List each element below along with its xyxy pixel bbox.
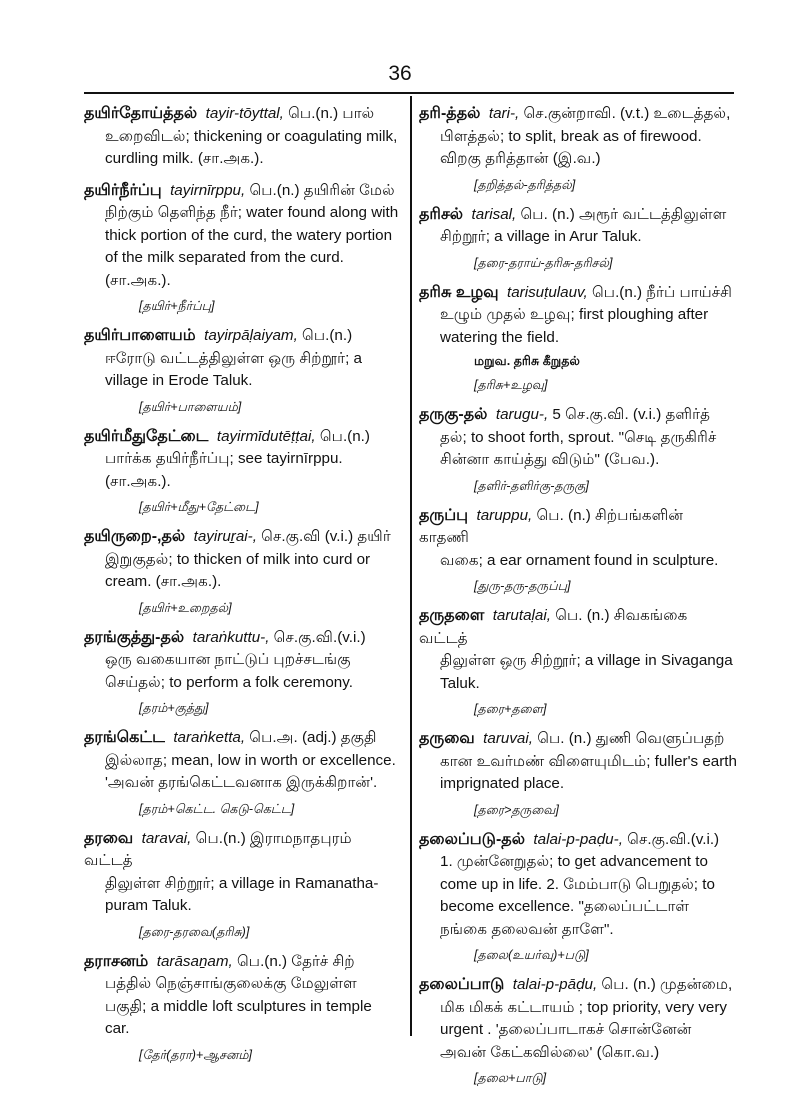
transliteration: taravai, bbox=[141, 829, 192, 847]
grammar-gloss: பெ. (n.) அரூர் வட்டத்திலுள்ள bbox=[516, 205, 727, 223]
headword: தலைப்பாடு bbox=[419, 976, 505, 993]
definition: உழும் முதல் உழவு; first ploughing after watering the field. bbox=[440, 306, 709, 346]
dictionary-entry bbox=[84, 828, 400, 942]
headword: தயிர்பாளையம் bbox=[84, 327, 196, 344]
etymology: [தரிசு+உழவு] bbox=[474, 378, 548, 392]
transliteration: tayiruṟai-, bbox=[193, 528, 257, 545]
dictionary-entry bbox=[419, 204, 737, 273]
transliteration: tari-, bbox=[488, 105, 520, 122]
dictionary-entry bbox=[419, 505, 737, 597]
definition: மிக மிகக் கட்டாயம் ; top priority, very very urgent . 'தலைப்பாடாகச் சொன்னேன் அவன் கேட்கவில்லை' (கொ.வ.) bbox=[440, 998, 728, 1061]
grammar-gloss: பெ.(n.) bbox=[315, 427, 370, 445]
definition: நிற்கும் தெளிந்த நீர்; water found along with thick portion of the curd, the watery portion of the milk separated from the curd. (சா.அக.). bbox=[105, 204, 399, 289]
etymology: [தயிர்+பாளையம்] bbox=[139, 399, 242, 414]
definition: பார்க்க தயிர்நீர்ப்பு; see tayirnīrppu.(சா.அக.). bbox=[105, 450, 343, 490]
headword: தருதளை bbox=[419, 607, 485, 624]
definition: ஈரோடு வட்டத்திலுள்ள ஒரு சிற்றூர்; a village in Erode Taluk. bbox=[105, 349, 362, 389]
header-rule bbox=[84, 92, 734, 94]
etymology: [தரம்+கெட்ட. கெடு-கெட்ட] bbox=[139, 801, 295, 816]
page-number: 36 bbox=[388, 62, 412, 85]
etymology: [தரை-தரவை(தரிசு)] bbox=[139, 924, 250, 939]
etymology: [தலை(உயர்வு)+படு] bbox=[474, 948, 589, 962]
etymology: [துரு-தரு-தருப்பு] bbox=[474, 579, 571, 593]
definition: திலுள்ள ஒரு சிற்றூர்; a village in Sivaganga Taluk. bbox=[440, 652, 733, 692]
transliteration: taruppu, bbox=[476, 506, 533, 524]
transliteration: tayirpāḷaiyam, bbox=[204, 327, 298, 344]
headword: தருப்பு bbox=[419, 506, 469, 524]
etymology: [தளிர்-தளிர்கு-தருகு] bbox=[474, 478, 589, 493]
dictionary-entry bbox=[419, 829, 737, 966]
column-divider bbox=[410, 96, 412, 1036]
definition: பத்தில் நெஞ்சாங்குலைக்கு மேலுள்ள பகுதி; a middle loft sculptures in temple car. bbox=[105, 975, 372, 1037]
grammar-gloss: பெ.(n.) bbox=[297, 327, 353, 344]
definition: 1. முன்னேறுதல்; to get advancement to come up in life. 2. மேம்பாடு பெறுதல்; to become excellence. "தலைப்பட்டாள் நங்கை தலைவன் தாளே". bbox=[440, 853, 715, 938]
dictionary-entry bbox=[84, 526, 400, 618]
grammar-gloss: பெ.(n.) இராமநாதபுரம் வட்டத் bbox=[84, 829, 352, 869]
dictionary-entry bbox=[84, 180, 400, 317]
headword: தரங்கெட்ட bbox=[84, 729, 165, 746]
headword: தராசனம் bbox=[84, 952, 149, 970]
grammar-gloss: பெ. (n.) சிவகங்கை வட்டத் bbox=[419, 607, 688, 647]
definition: கான உவர்மண் விளையுமிடம்; fuller's earth imprignated place. bbox=[440, 752, 737, 792]
etymology: [தயிர்+நீர்ப்பு] bbox=[139, 299, 215, 313]
transliteration: talai-p-paḍu-, bbox=[533, 830, 623, 848]
headword: தயிர்மீதுதேட்டை bbox=[84, 427, 209, 445]
headword: தலைப்படு-தல் bbox=[419, 830, 525, 848]
etymology: [தரை-தராய்-தரிசு-தரிசல்] bbox=[474, 255, 613, 270]
right-column bbox=[419, 103, 737, 1097]
definition: பிளத்தல்; to split, break as of firewood. விறகு தரித்தான் (இ.வ.) bbox=[440, 127, 702, 167]
transliteration: tarugu-, bbox=[495, 406, 549, 423]
headword: தயிர்தோய்த்தல் bbox=[84, 105, 198, 122]
grammar-gloss: பெ. (n.) முதன்மை, bbox=[597, 976, 733, 993]
dictionary-entry bbox=[84, 627, 400, 719]
grammar-gloss: பெ.அ. (adj.) தகுதி bbox=[245, 729, 377, 746]
definition: இறுகுதல்; to thicken of milk into curd or cream. (சா.அக.). bbox=[105, 550, 371, 590]
grammar-gloss: செ.கு.வி.(v.i.) bbox=[622, 830, 720, 848]
etymology: [தரை+தளை] bbox=[474, 702, 547, 716]
transliteration: talai-p-pāḍu, bbox=[512, 976, 598, 993]
transliteration: tayir-tōyttal, bbox=[205, 105, 284, 122]
transliteration: taraṅketta, bbox=[173, 729, 246, 746]
grammar-gloss: செ.குன்றாவி. (v.t.) உடைத்தல், bbox=[519, 105, 731, 122]
headword: தருகு-தல் bbox=[419, 406, 488, 423]
dictionary-entry bbox=[419, 282, 737, 396]
etymology: [தறித்தல்-தரித்தல்] bbox=[474, 177, 576, 192]
grammar-gloss: பெ. (n.) துணி வெளுப்பதற் bbox=[532, 730, 725, 747]
dictionary-entry bbox=[84, 325, 400, 417]
etymology: [தரை>தருவை] bbox=[474, 802, 559, 817]
transliteration: taruvai, bbox=[483, 730, 533, 747]
dictionary-entry bbox=[419, 103, 737, 195]
grammar-gloss: பெ.(n.) பால் bbox=[283, 105, 375, 122]
grammar-gloss: பெ.(n.) நீர்ப் பாய்ச்சி bbox=[587, 283, 733, 301]
left-column bbox=[84, 103, 400, 1074]
dictionary-entry bbox=[419, 728, 737, 820]
dictionary-entry bbox=[84, 103, 400, 171]
headword: தரிசு உழவு bbox=[419, 283, 499, 301]
etymology: [தலை+பாடு] bbox=[474, 1071, 547, 1085]
etymology: [தரம்+குத்து] bbox=[139, 701, 209, 715]
transliteration: tarutaḷai, bbox=[492, 607, 551, 624]
etymology: [தயிர்+மீது+தேட்டை] bbox=[139, 500, 259, 514]
transliteration: tarisal, bbox=[471, 205, 517, 223]
headword: தயிருறை-,தல் bbox=[84, 528, 186, 545]
grammar-gloss: செ.கு.வி (v.i.) தயிர் bbox=[256, 528, 391, 545]
definition: தல்; to shoot forth, sprout. "செடி தருகிரிச் சின்னா காய்த்து விடும்" (பேவ.). bbox=[440, 428, 717, 468]
transliteration: tarāsaṉam, bbox=[156, 952, 233, 970]
headword: தயிர்நீர்ப்பு bbox=[84, 181, 162, 199]
transliteration: taraṅkuttu-, bbox=[192, 628, 270, 646]
transliteration: tayirmīdutēṭṭai, bbox=[216, 427, 316, 445]
transliteration: tayirnīrppu, bbox=[170, 181, 246, 199]
definition: ஒரு வகையான நாட்டுப் புறச்சடங்கு செய்தல்; to perform a folk ceremony. bbox=[105, 651, 353, 691]
definition: இல்லாத; mean, low in worth or excellence. 'அவன் தரங்கெட்டவனாக இருக்கிறான்'. bbox=[105, 751, 396, 791]
headword: தரவை bbox=[84, 829, 134, 847]
headword: தருவை bbox=[419, 730, 475, 747]
dictionary-entry bbox=[84, 426, 400, 518]
dictionary-entry bbox=[84, 727, 400, 819]
usage-note: மறுவ. தரிசு கீறுதல் bbox=[474, 354, 580, 368]
dictionary-entry bbox=[419, 605, 737, 719]
grammar-gloss: 5 செ.கு.வி. (v.i.) தளிர்த் bbox=[548, 406, 711, 423]
headword: தரங்குத்து-தல் bbox=[84, 628, 185, 646]
grammar-gloss: பெ.(n.) தேர்ச் சிற் bbox=[232, 952, 355, 970]
transliteration: tarisuṭulauv, bbox=[506, 283, 588, 301]
dictionary-entry bbox=[419, 404, 737, 496]
definition: சிற்றூர்; a village in Arur Taluk. bbox=[440, 228, 642, 245]
dictionary-entry bbox=[419, 974, 737, 1088]
definition: வகை; a ear ornament found in sculpture. bbox=[440, 551, 719, 569]
etymology: [தயிர்+உறைதல்] bbox=[139, 600, 232, 615]
grammar-gloss: செ.கு.வி.(v.i.) bbox=[269, 628, 366, 646]
headword: தரி-த்தல் bbox=[419, 105, 481, 122]
grammar-gloss: பெ. (n.) சிற்பங்களின் காதணி bbox=[419, 506, 684, 546]
definition: திலுள்ள சிற்றூர்; a village in Ramanatha-puram Taluk. bbox=[105, 874, 379, 914]
definition: உறைவிடல்; thickening or coagulating milk, curdling milk. (சா.அக.). bbox=[105, 127, 398, 167]
grammar-gloss: பெ.(n.) தயிரின் மேல் bbox=[245, 181, 395, 199]
dictionary-entry bbox=[84, 951, 400, 1065]
headword: தரிசல் bbox=[419, 205, 464, 223]
etymology: [தேர்(தரா)+ஆசனம்] bbox=[139, 1047, 252, 1062]
